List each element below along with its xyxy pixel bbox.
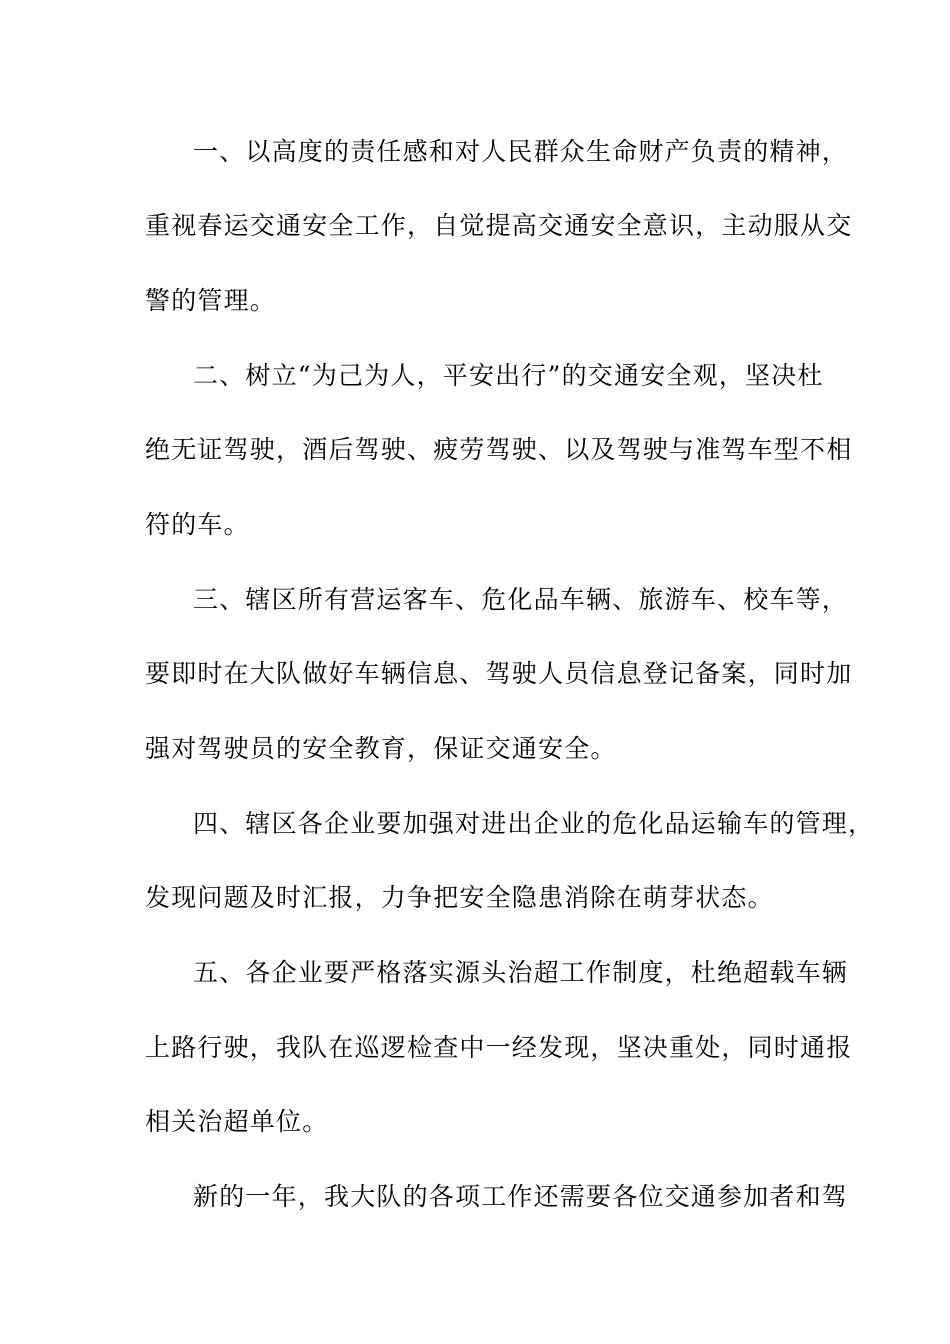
- paragraph-2-line-2: 绝无证驾驶，酒后驾驶、疲劳驾驶、以及驾驶与准驾车型不相: [145, 435, 853, 464]
- paragraph-5-line-3: 相关治超单位。: [145, 1107, 329, 1136]
- paragraph-3-line-3: 强对驾驶员的安全教育，保证交通安全。: [145, 734, 617, 763]
- paragraph-3-line-1: 三、辖区所有营运客车、危化品车辆、旅游车、校车等，: [193, 585, 849, 614]
- paragraph-5-line-1: 五、各企业要严格落实源头治超工作制度，杜绝超载车辆: [193, 958, 849, 987]
- paragraph-6-line-1: 新的一年，我大队的各项工作还需要各位交通参加者和驾: [193, 1182, 849, 1211]
- paragraph-1-line-2: 重视春运交通安全工作，自觉提高交通安全意识，主动服从交: [145, 211, 853, 240]
- paragraph-5-line-2: 上路行驶，我队在巡逻检查中一经发现，坚决重处，同时通报: [145, 1033, 853, 1062]
- paragraph-1-line-1: 一、以高度的责任感和对人民群众生命财产负责的精神，: [193, 137, 849, 166]
- paragraph-2-line-1: 二、树立“为己为人，平安出行”的交通安全观，坚决杜: [193, 361, 824, 390]
- paragraph-3-line-2: 要即时在大队做好车辆信息、驾驶人员信息登记备案，同时加: [145, 659, 853, 688]
- paragraph-2-line-3: 符的车。: [145, 510, 250, 539]
- paragraph-4-line-1: 四、辖区各企业要加强对进出企业的危化品运输车的管理，: [193, 809, 875, 838]
- paragraph-1-line-3: 警的管理。: [145, 286, 277, 315]
- paragraph-4-line-2: 发现问题及时汇报，力争把安全隐患消除在萌芽状态。: [145, 883, 774, 912]
